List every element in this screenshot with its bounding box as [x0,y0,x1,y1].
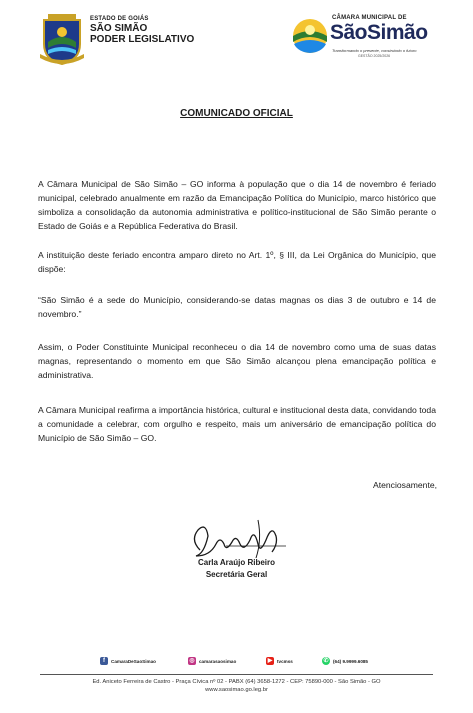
whatsapp-icon: ✆ [323,658,329,664]
footer-address: Ed. Aniceto Ferreira de Castro - Praça Cívica nº 02 - PABX (64) 3658-1272 - CEP: 75890-000 - São Simão - GO [92,679,381,685]
footer-address-block [0,678,473,694]
instagram-icon: ◎ [189,658,195,664]
camara-logo-mark-icon [292,18,328,54]
footer-divider [40,674,433,675]
logo-subtag: GESTÃO 2025/2026 [358,54,391,58]
logo-tagline: Transformando o presente, construindo o futuro [332,48,417,53]
facebook-icon: f [100,657,108,665]
social-whatsapp[interactable] [322,657,368,665]
state-label: ESTADO DE GOIÁS [90,16,149,22]
social-facebook[interactable] [100,657,156,665]
social-youtube[interactable] [266,657,293,665]
social-label: camarasaosimao [199,658,237,664]
footer-website[interactable]: www.saosimao.go.leg.br [205,687,268,693]
social-instagram[interactable] [188,657,236,665]
youtube-icon: ▶ [267,658,273,664]
logo-top-text: CÂMARA MUNICIPAL DE [332,15,407,21]
paragraph-4: Assim, o Poder Constituinte Municipal reconheceu o dia 14 de novembro como uma de suas datas magnas, representando o momento em que São Simão alcançou plena emancipação política e administrativa. [38,342,436,380]
social-links [100,657,400,669]
logo-name-text: SãoSimão [330,21,428,44]
municipal-crest-icon [40,14,84,66]
city-name: SÃO SIMÃO [90,22,148,34]
document-title: COMUNICADO OFICIAL [180,108,293,119]
social-label: tvcmss [277,658,293,664]
paragraph-2: A instituição deste feriado encontra amparo direto no Art. 1º, § III, da Lei Orgânica do Município, que dispõe: [38,250,436,274]
power-name: PODER LEGISLATIVO [90,34,195,46]
closing-text: Atenciosamente, [372,480,437,490]
paragraph-1: A Câmara Municipal de São Simão – GO informa à população que o dia 14 de novembro é feriado municipal, celebrado anualmente em razão da Emancipação Política do Município, marco histórico que simboliza a consolidação da autonomia administrativa e político-institucional de São Simão perante o Estado de Goiás e a República Federativa do Brasil. [38,179,436,231]
social-label: CamaraDeSaoSimao [111,658,156,664]
paragraph-5: A Câmara Municipal reafirma a importância histórica, cultural e institucional desta data, convidando toda a comunidade a celebrar, com orgulho e respeito, mais um aniversário de emancipação política do Município de São Simão – GO. [38,405,436,443]
header-institution [90,16,194,46]
camara-logo [292,12,442,62]
social-label: (64) 9.9999.6085 [333,658,368,664]
signatory-name: Carla Araújo Ribeiro [197,558,276,567]
signatory-role: Secretária Geral [205,570,268,579]
paragraph-3-quote: “São Simão é a sede do Município, considerando-se datas magnas os dias 3 de outubro e 14 de novembro.” [38,295,436,319]
